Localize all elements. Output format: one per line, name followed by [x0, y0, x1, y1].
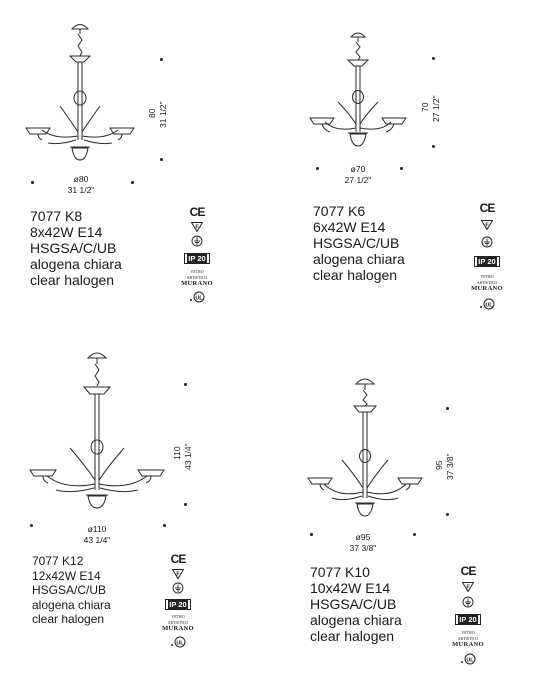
f-triangle-icon — [481, 220, 493, 230]
lamp-spec: 6x42W E14 — [313, 219, 386, 235]
product-code: 7077 K10 — [310, 564, 370, 580]
certification-marks — [163, 553, 193, 648]
ul-listed-icon — [169, 636, 187, 648]
spec-block-k6 — [313, 203, 405, 283]
product-panel-k8 — [0, 0, 280, 330]
dimension-marker — [31, 181, 34, 184]
product-panel-k12 — [0, 340, 280, 698]
ce-mark-icon: CE — [460, 564, 476, 578]
ip20-badge: IP 20 — [184, 253, 209, 264]
glass-it: alogena chiara — [313, 251, 405, 267]
chandelier-k10-drawing — [280, 340, 559, 540]
certification-marks — [453, 565, 483, 665]
murano-logo: VETRO ARTISTICO MURANO — [471, 274, 503, 292]
svg-text:UL: UL — [485, 302, 493, 309]
diameter-cm: ø110 — [87, 524, 107, 534]
lamp-spec: 10x42W E14 — [310, 580, 391, 596]
spec-block-k12 — [32, 554, 111, 627]
product-code: 7077 K6 — [313, 203, 366, 219]
dimension-marker — [160, 158, 163, 161]
ce-mark-icon: CE — [170, 552, 186, 566]
ip20-badge: IP 20 — [474, 256, 499, 267]
dimension-marker — [184, 383, 187, 386]
certification-marks — [182, 206, 212, 303]
height-cm: 110 — [172, 446, 182, 460]
diameter-cm: ø95 — [355, 532, 371, 542]
product-code: 7077 K12 — [32, 554, 84, 568]
ce-mark-icon: CE — [189, 205, 205, 219]
ce-mark-icon: CE — [479, 201, 495, 215]
ground-icon — [172, 582, 184, 594]
svg-text:F: F — [466, 584, 470, 591]
glass-en: clear halogen — [30, 272, 115, 288]
lamp-type: HSGSA/C/UB — [32, 583, 107, 598]
dimension-marker — [316, 167, 319, 170]
spec-block-k10 — [310, 564, 402, 644]
ip20-badge: IP 20 — [165, 599, 190, 610]
dimension-marker — [163, 524, 166, 527]
height-in: 37 3/8" — [445, 453, 455, 480]
lamp-type: HSGSA/C/UB — [310, 596, 397, 612]
height-cm: 80 — [147, 108, 157, 118]
lamp-type: HSGSA/C/UB — [313, 235, 400, 251]
height-cm: 95 — [434, 460, 444, 470]
ip20-badge: IP 20 — [455, 614, 480, 625]
diameter-cm: ø80 — [73, 174, 89, 184]
product-panel-k6 — [280, 0, 559, 330]
f-triangle-icon — [462, 582, 474, 592]
ul-listed-icon — [188, 291, 206, 303]
ul-listed-icon — [478, 298, 496, 310]
chandelier-k8-drawing — [0, 0, 280, 200]
dimension-marker — [400, 167, 403, 170]
height-in: 27 1/2" — [431, 95, 441, 122]
dimension-marker — [184, 503, 187, 506]
diameter-in: 27 1/2" — [344, 175, 372, 185]
f-triangle-icon — [172, 569, 184, 579]
glass-en: clear halogen — [32, 612, 105, 627]
ground-icon — [462, 596, 474, 608]
dimension-marker — [160, 58, 163, 61]
product-code: 7077 K8 — [30, 208, 83, 224]
glass-en: clear halogen — [310, 628, 395, 644]
svg-text:F: F — [195, 224, 199, 231]
murano-logo: VETRO ARTISTICO MURANO — [162, 614, 194, 632]
dimension-marker — [446, 513, 449, 516]
height-in: 31 1/2" — [158, 101, 168, 128]
murano-logo: VETRO ARTISTICO MURANO — [181, 269, 213, 287]
lamp-spec: 8x42W E14 — [30, 224, 103, 240]
spec-block-k8 — [30, 208, 122, 288]
f-triangle-icon — [191, 222, 203, 232]
dimension-marker — [432, 57, 435, 60]
dimension-marker — [131, 181, 134, 184]
dimension-marker — [310, 533, 313, 536]
chandelier-k6-drawing — [280, 0, 559, 200]
diameter-cm: ø70 — [350, 164, 366, 174]
lamp-type: HSGSA/C/UB — [30, 240, 117, 256]
glass-it: alogena chiara — [32, 597, 111, 612]
chandelier-k12-drawing — [0, 340, 280, 540]
dimension-marker — [30, 524, 33, 527]
glass-it: alogena chiara — [310, 612, 402, 628]
svg-text:UL: UL — [466, 657, 474, 664]
dimension-marker — [446, 407, 449, 410]
diameter-in: 31 1/2" — [67, 185, 95, 195]
svg-text:UL: UL — [176, 640, 184, 647]
height-cm: 70 — [420, 102, 430, 112]
glass-en: clear halogen — [313, 267, 398, 283]
product-panel-k10 — [280, 340, 559, 698]
lamp-spec: 12x42W E14 — [32, 568, 101, 583]
svg-text:F: F — [485, 222, 489, 229]
dimension-marker — [432, 145, 435, 148]
svg-text:F: F — [176, 571, 180, 578]
dimension-marker — [413, 533, 416, 536]
ground-icon — [481, 236, 493, 248]
diameter-in: 43 1/4" — [83, 535, 111, 545]
height-in: 43 1/4" — [183, 443, 193, 470]
svg-text:UL: UL — [195, 295, 203, 302]
murano-logo: VETRO ARTISTICO MURANO — [452, 630, 484, 648]
glass-it: alogena chiara — [30, 256, 122, 272]
diameter-in: 37 3/8" — [349, 543, 377, 553]
certification-marks — [472, 202, 502, 310]
ul-listed-icon — [459, 653, 477, 665]
ground-icon — [191, 235, 203, 247]
